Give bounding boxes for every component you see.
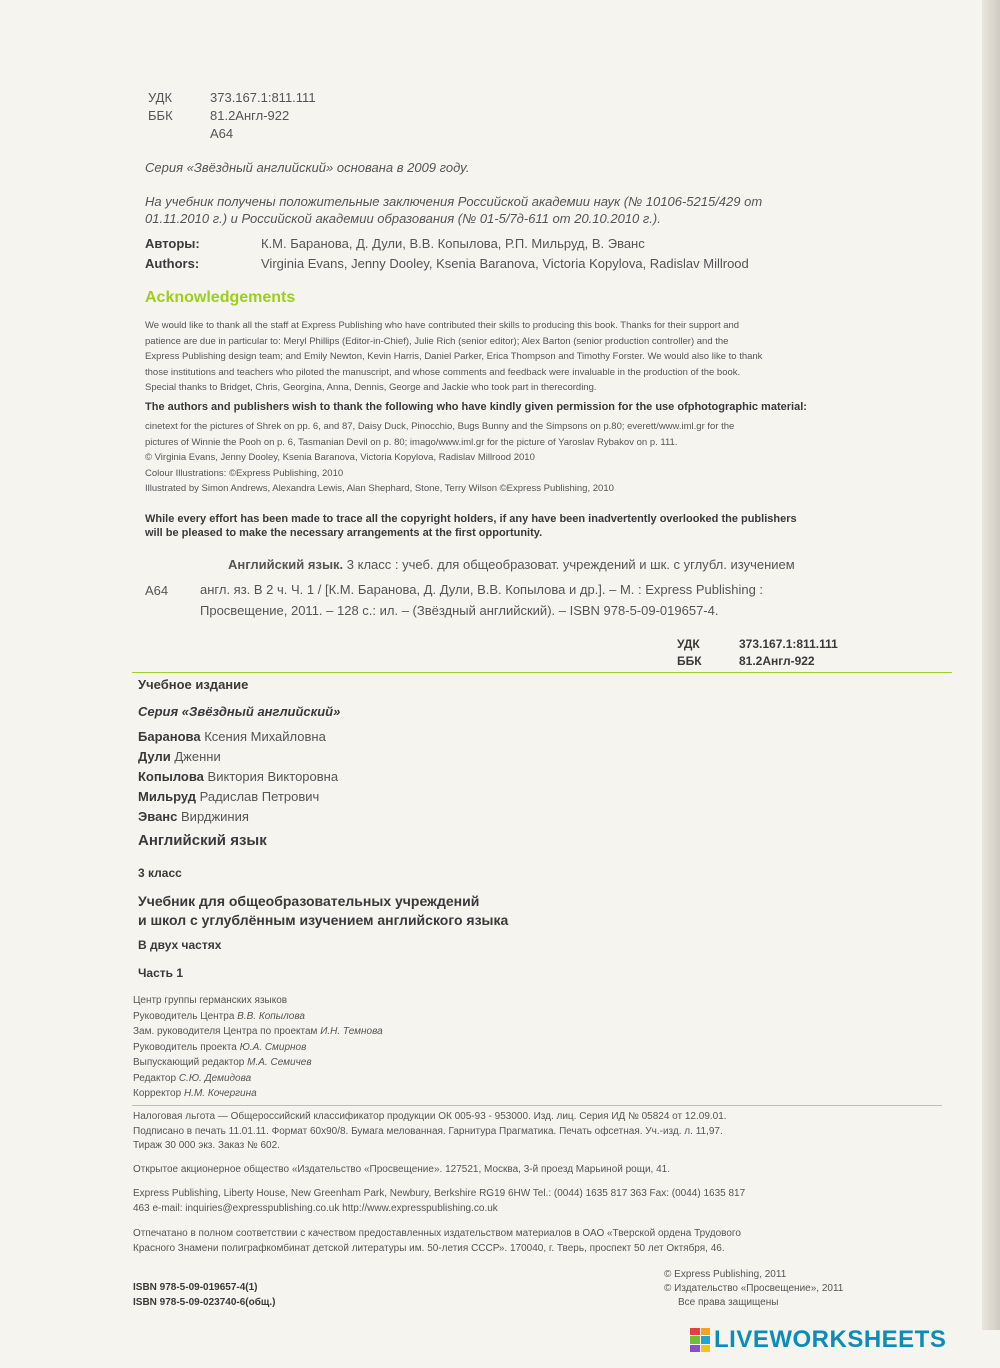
- edition-type: Учебное издание: [138, 677, 249, 692]
- permission-line: cinetext for the pictures of Shrek on pp. 6, and 87, Daisy Duck, Pinocchio, Bugs Bunny and the Simpsons on p.80; everett/www.iml.gr for the: [145, 421, 735, 432]
- catalog-code: А64: [145, 583, 169, 598]
- express-line: 463 e-mail: inquiries@expresspublishing.co.uk http://www.expresspublishing.co.uk: [133, 1203, 498, 1214]
- printed-line: Красного Знамени полиграфкомбинат детской литературы им. 50-летия СССР». 170040, г. Тверь, проспект 50 лет Октября, 46.: [133, 1243, 725, 1254]
- edition-author: Копылова Виктория Викторовна: [138, 769, 339, 784]
- permission-body: [145, 419, 734, 497]
- isbn-block: [133, 1280, 275, 1310]
- authors-ru-names: К.М. Баранова, Д. Дули, В.В. Копылова, Р.П. Мильруд, В. Эванс: [261, 236, 645, 251]
- edition-author: Баранова Ксения Михайловна: [138, 729, 326, 744]
- edition-author: Мильруд Радислав Петрович: [138, 789, 320, 804]
- copyright-line: © Издательство «Просвещение», 2011: [664, 1283, 844, 1294]
- authors-en-label: Authors:: [145, 256, 200, 271]
- ack-line: We would like to thank all the staff at Express Publishing who have contributed their skills to producing this book. Thanks for their support and: [145, 320, 740, 331]
- express-info: [133, 1186, 745, 1216]
- a64-code: А64: [210, 126, 234, 141]
- permission-line: Illustrated by Simon Andrews, Alexandra Lewis, Alan Shephard, Stone, Terry Wilson ©Express Publishing, 2010: [145, 483, 614, 494]
- edition-grade: 3 класс: [138, 866, 182, 880]
- isbn-line: ISBN 978-5-09-019657-4(1): [133, 1282, 258, 1293]
- edition-series: Серия «Звёздный английский»: [138, 704, 341, 719]
- catalog-title: Английский язык.: [228, 557, 344, 572]
- catalog-line-1: [228, 557, 795, 572]
- catalog-line-3: Просвещение, 2011. – 128 с.: ил. – (Звёздный английский). – ISBN 978-5-09-019657-4.: [200, 603, 719, 618]
- copyright-line: © Express Publishing, 2011: [664, 1269, 787, 1280]
- copyright-notice-2: will be pleased to make the necessary arrangements at the first opportunity.: [145, 527, 543, 539]
- permission-line: Colour Illustrations: ©Express Publishing, 2010: [145, 467, 344, 479]
- edition-authors: [138, 727, 338, 827]
- isbn-line: ISBN 978-5-09-023740-6(общ.): [133, 1297, 276, 1308]
- catalog-line-1-rest: 3 класс : учеб. для общеобразоват. учреждений и шк. с углубл. изучением: [343, 557, 795, 572]
- ack-line: Special thanks to Bridget, Chris, Georgina, Anna, Dennis, George and Jackie who took part in therecording.: [145, 382, 597, 393]
- udk-value: 373.167.1:811.111: [210, 90, 316, 105]
- catalog-line-2: англ. яз. В 2 ч. Ч. 1 / [К.М. Баранова, Д. Дули, В.В. Копылова и др.]. – М. : Express Publishing :: [200, 582, 764, 597]
- ack-line: those institutions and teachers who piloted the manuscript, and whose comments and feedback were invaluable in the production of the book.: [145, 366, 741, 378]
- acknowledgements-title: Acknowledgements: [145, 289, 296, 306]
- ack-line: patience are due in particular to: Meryl Phillips (Editor-in-Chief), Julie Rich (senior editor); Alex Barton (senior production controller) and the: [145, 335, 729, 347]
- edition-author: Эванс Вирджиния: [138, 809, 249, 824]
- ack-line: Express Publishing design team; and Emily Newton, Kevin Harris, Daniel Parker, Erica Thompson and Timothy Forster. We would also like to thank: [145, 351, 763, 362]
- edition-part: Часть 1: [138, 966, 184, 980]
- edition-subtitle-2: и школ с углублённым изучением английского языка: [138, 912, 509, 928]
- staff-row: Выпускающий редактор М.А. Семичев: [133, 1057, 312, 1068]
- bbk-value: 81.2Англ-922: [210, 108, 290, 123]
- catalog-bbk-label: ББК: [677, 654, 702, 668]
- staff-list: [133, 993, 383, 1102]
- edition-author: Дули Дженни: [138, 749, 221, 764]
- catalog-bbk-value: 81.2Англ-922: [739, 654, 815, 668]
- publisher-address: Открытое акционерное общество «Издательство «Просвещение». 127521, Москва, 3-й проезд Марьиной рощи, 41.: [133, 1164, 671, 1175]
- permission-title: The authors and publishers wish to thank the following who have kindly given permission for the use ofphotographic material:: [145, 401, 807, 413]
- liveworksheets-wordmark: LIVEWORKSHEETS: [714, 1326, 947, 1353]
- staff-row: Редактор С.Ю. Демидова: [133, 1072, 252, 1084]
- acknowledgements-body: [145, 318, 762, 396]
- printed-info: [133, 1226, 741, 1256]
- permission-line: © Virginia Evans, Jenny Dooley, Ksenia Baranova, Victoria Kopylova, Radislav Millrood 2010: [145, 452, 535, 463]
- imprint-block: [133, 1110, 727, 1154]
- series-note: Серия «Звёздный английский» основана в 2009 году.: [145, 160, 470, 175]
- imprint-divider: [132, 1105, 942, 1106]
- copyright-notice-1: While every effort has been made to trace all the copyright holders, if any have been inadvertently overlooked the publishers: [145, 513, 797, 525]
- catalog-udk-value: 373.167.1:811.111: [739, 637, 838, 651]
- edition-parts: В двух частях: [138, 938, 222, 952]
- approval-line-2: 01.11.2010 г.) и Российской академии образования (№ 01-5/7д-611 от 20.10.2010 г.).: [145, 211, 661, 226]
- udk-label: УДК: [148, 90, 173, 105]
- staff-row: Руководитель проекта Ю.А. Смирнов: [133, 1041, 307, 1053]
- copyright-line: Все права защищены: [678, 1297, 779, 1308]
- copyright-right-block: [664, 1268, 843, 1310]
- approval-line-1: На учебник получены положительные заключения Российской академии наук (№ 10106-5215/429 от: [145, 194, 763, 209]
- authors-en: [145, 256, 749, 271]
- header-codes: [148, 90, 316, 144]
- edition-title: Английский язык: [138, 832, 267, 849]
- page-edge-shadow: [982, 0, 1000, 1330]
- staff-row: Зам. руководителя Центра по проектам И.Н. Темнова: [133, 1026, 383, 1037]
- edition-subtitle-1: Учебник для общеобразовательных учреждений: [138, 893, 480, 909]
- staff-row: Центр группы германских языков: [133, 995, 288, 1006]
- staff-row: Корректор Н.М. Кочергина: [133, 1088, 257, 1099]
- imprint-line: Налоговая льгота — Общероссийский классификатор продукции ОК 005-93 - 953000. Изд. лиц. Серия ИД № 05824 от 12.09.01.: [133, 1111, 727, 1122]
- imprint-line: Подписано в печать 11.01.11. Формат 60x90/8. Бумага мелованная. Гарнитура Прагматика. Печать офсетная. Уч.-изд. л. 11,97.: [133, 1125, 723, 1137]
- printed-line: Отпечатано в полном соответствии с качеством предоставленных издательством материалов в ОАО «Тверской ордена Трудового: [133, 1228, 741, 1239]
- imprint-line: Тираж 30 000 экз. Заказ № 602.: [133, 1140, 280, 1151]
- authors-en-names: Virginia Evans, Jenny Dooley, Ksenia Baranova, Victoria Kopylova, Radislav Millrood: [261, 256, 749, 271]
- liveworksheets-logo: [690, 1326, 946, 1354]
- authors-ru: [145, 236, 645, 251]
- permission-line: pictures of Winnie the Pooh on p. 6, Tasmanian Devil on p. 80; imago/www.iml.gr for the picture of Yaroslav Rybakov on p. 111.: [145, 436, 678, 448]
- catalog-udk-label: УДК: [677, 637, 700, 651]
- liveworksheets-grid-icon: [690, 1328, 710, 1352]
- green-divider: [132, 672, 952, 673]
- authors-ru-label: Авторы:: [145, 236, 200, 251]
- express-line: Express Publishing, Liberty House, New Greenham Park, Newbury, Berkshire RG19 6HW Tel.: (0044) 1635 817 363 Fax: (0044) 1635 817: [133, 1188, 746, 1199]
- staff-row: Руководитель Центра В.В. Копылова: [133, 1010, 305, 1022]
- catalog-codes: [677, 637, 838, 671]
- bbk-label: ББК: [148, 108, 173, 123]
